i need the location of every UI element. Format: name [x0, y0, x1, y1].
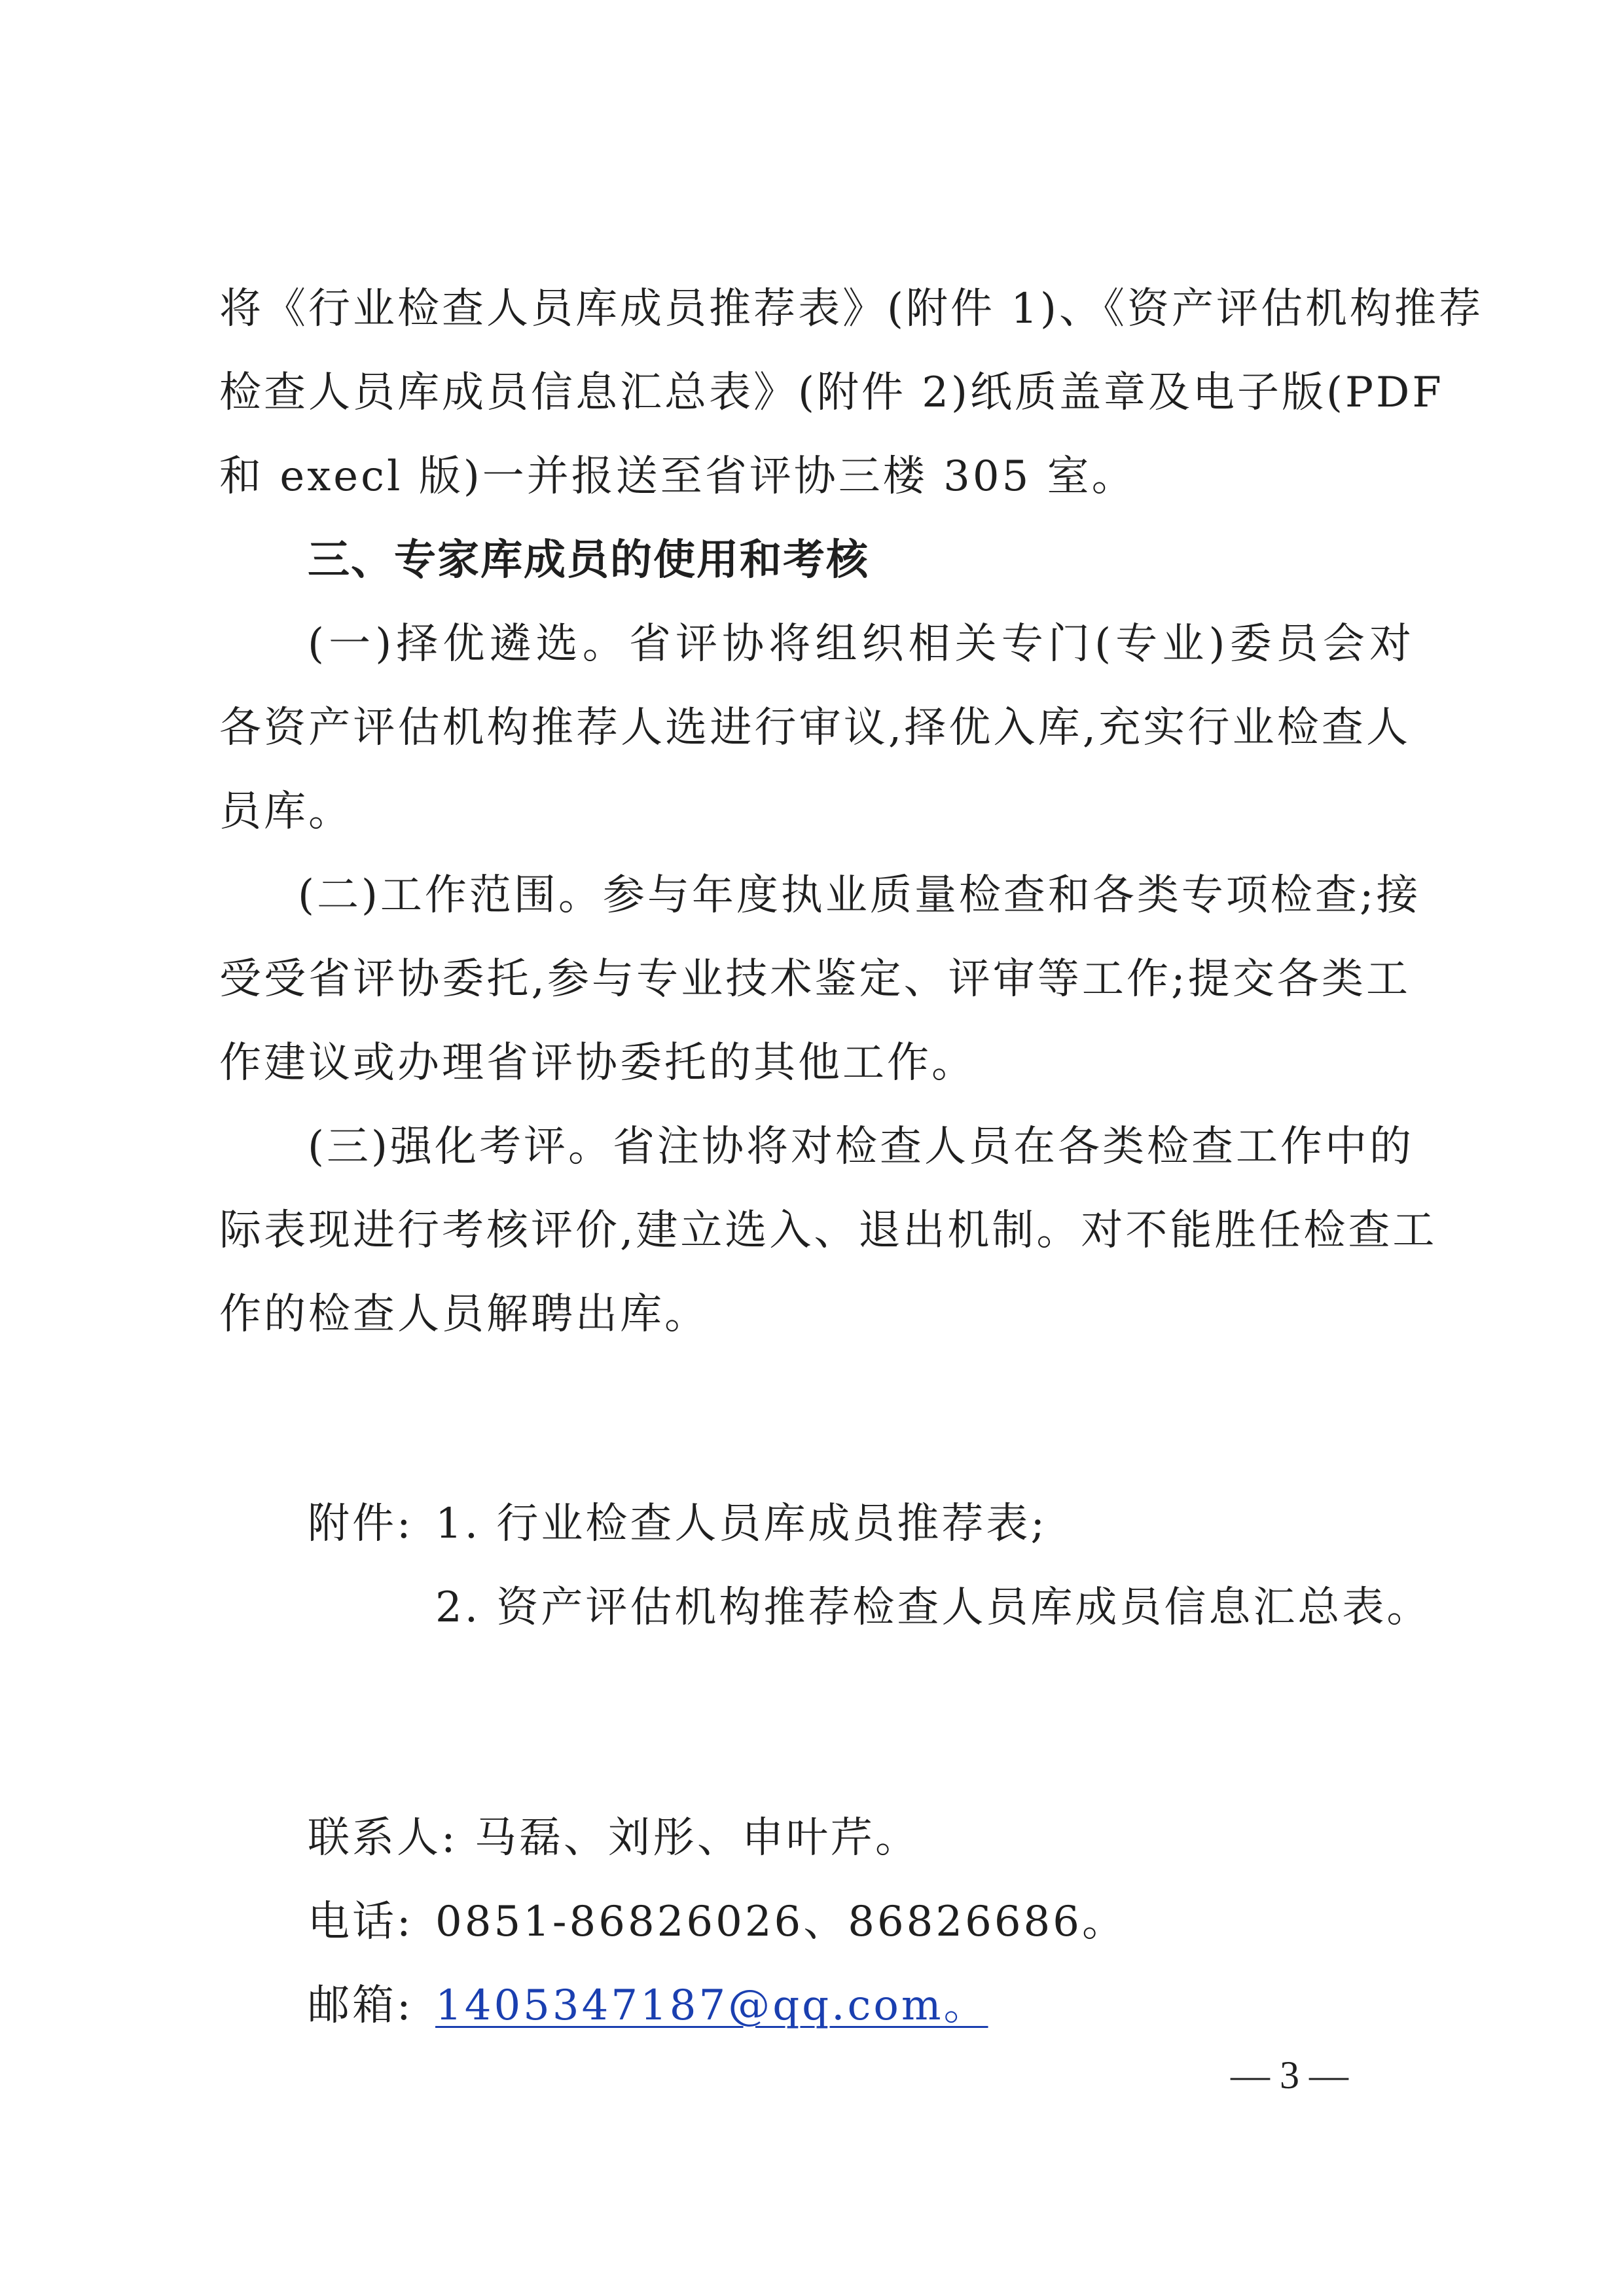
- item-line: 作建议或办理省评协委托的其他工作。: [219, 1039, 976, 1087]
- item-line: 各资产评估机构推荐人选进行审议,择优入库,充实行业检查人: [219, 704, 1411, 752]
- contact-persons: 马磊、刘彤、申叶芹。: [475, 1814, 920, 1862]
- item-line: 员库。: [219, 787, 353, 836]
- item-line: (一)择优遴选。省评协将组织相关专门(专业)委员会对: [308, 620, 1414, 668]
- contact-phone: 0851-86826026、86826686。: [435, 1898, 1127, 1946]
- item-line: 际表现进行考核评价,建立选入、退出机制。对不能胜任检查工: [219, 1206, 1437, 1255]
- section-heading: 三、专家库成员的使用和考核: [308, 536, 869, 585]
- contact-email-link[interactable]: 1405347187@qq.com。: [435, 1981, 988, 2030]
- paragraph-line: 和 execl 版)一并报送至省评协三楼 305 室。: [219, 452, 1136, 501]
- item-line: 作的检查人员解聘出库。: [219, 1290, 709, 1339]
- contact-email-label: 邮箱:: [308, 1981, 414, 2030]
- paragraph-line: 检查人员库成员信息汇总表》(附件 2)纸质盖章及电子版(PDF: [219, 369, 1444, 417]
- attachment-item: 2. 资产评估机构推荐检查人员库成员信息汇总表。: [435, 1583, 1432, 1632]
- contact-person-label: 联系人:: [308, 1814, 458, 1862]
- contact-phone-label: 电话:: [308, 1898, 414, 1946]
- item-line: (三)强化考评。省注协将对检查人员在各类检查工作中的: [308, 1123, 1414, 1171]
- page-number: — 3 —: [1231, 2053, 1348, 2097]
- item-line: 受受省评协委托,参与专业技术鉴定、评审等工作;提交各类工: [219, 955, 1411, 1003]
- paragraph-line: 将《行业检查人员库成员推荐表》(附件 1)、《资产评估机构推荐: [219, 285, 1483, 333]
- attachments-label: 附件:: [308, 1500, 414, 1548]
- attachment-item: 1. 行业检查人员库成员推荐表;: [435, 1500, 1047, 1548]
- item-line: (二)工作范围。参与年度执业质量检查和各类专项检查;接: [298, 871, 1421, 920]
